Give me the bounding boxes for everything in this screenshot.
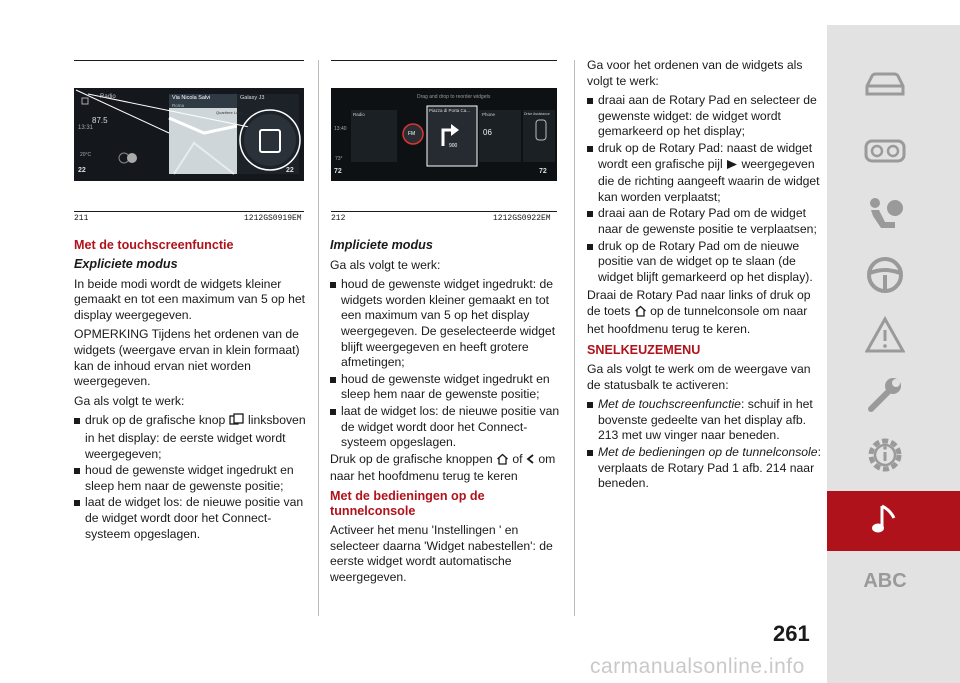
section-heading-touchscreen: Met de touchscreenfunctie	[74, 238, 234, 252]
screen-temp-right: 22	[286, 167, 294, 174]
paragraph: Ga als volgt te werk om de weergave van de statusbalk te activeren:	[587, 362, 811, 392]
column-divider	[318, 60, 319, 616]
figure-211-screen	[74, 88, 304, 181]
screen-nav-city: Roma	[172, 103, 185, 108]
home-icon	[496, 453, 509, 470]
music-note-icon	[870, 502, 900, 541]
bullet-square-icon	[74, 418, 80, 424]
screen-phone: Galaxy J3	[240, 95, 265, 101]
list-item	[587, 239, 821, 286]
tab-index[interactable]	[857, 561, 913, 601]
subheading-implicit: Impliciete modus	[330, 238, 433, 252]
section-heading-tunnelconsole: Met de bedieningen op de tunnelconsole	[330, 488, 485, 518]
paragraph: Ga als volgt te werk:	[330, 257, 441, 272]
screen-time: 13:40	[334, 126, 347, 132]
watermark: carmanualsonline.info	[590, 655, 805, 678]
tab-warnings[interactable]	[857, 317, 913, 357]
bullet-square-icon	[74, 500, 80, 506]
figure-211-code: 1212GS0919EM	[244, 214, 302, 223]
bullet-square-icon	[330, 409, 336, 415]
screen-day: 06	[483, 128, 492, 137]
reorder-widgets-icon	[229, 413, 245, 431]
tab-maintenance[interactable]	[857, 377, 913, 417]
car-icon	[863, 68, 907, 103]
list-item-text: : verplaats de Rotary Pad 1 afb. 214 naar beneden.	[598, 445, 821, 491]
list-item-text: houd de gewenste widget ingedrukt en sleep hem naar de gewenste positie;	[85, 463, 294, 493]
list-item-text: druk op de Rotary Pad om de nieuwe positie van de widget op te slaan (de widget blijft gemarkeerd op het display).	[598, 238, 813, 284]
dashboard-icon	[863, 136, 907, 171]
screen-time: 13:31	[78, 125, 94, 131]
tab-safety[interactable]	[857, 197, 913, 237]
section-heading-snelkeuzemenu: SNELKEUZEMENU	[587, 343, 701, 358]
list-item	[330, 277, 564, 371]
list-item	[587, 141, 821, 205]
bullet-square-icon	[587, 146, 593, 152]
list-item	[330, 404, 564, 451]
list-item-text: houd de gewenste widget ingedrukt: de widgets worden kleiner gemaakt en tot een maximum van 5 op het display weergegeven. De geselecteerde widget blijft weergegeven en heeft grotere afmetingen;	[341, 277, 556, 370]
figure-212-code: 1212GS0922EM	[493, 214, 551, 223]
list-item-text: druk op de Rotary Pad: naast de widget wordt een grafische pijl	[598, 140, 813, 171]
list-item-emphasis: Met de touchscreenfunctie	[598, 397, 741, 412]
paragraph-text: Druk op de grafische knoppen	[330, 451, 493, 466]
list-item	[74, 495, 306, 542]
tab-car[interactable]	[857, 65, 913, 105]
list-item	[587, 397, 821, 444]
paragraph	[587, 288, 821, 337]
paragraph-text: Draai de Rotary Pad naar links of druk op de toets	[587, 288, 811, 318]
bullet-square-icon	[587, 402, 593, 408]
paragraph: Ga als volgt te werk:	[74, 393, 185, 408]
screen-temp: 20°C	[80, 152, 92, 158]
steering-wheel-icon	[865, 255, 905, 300]
tab-driving[interactable]	[857, 257, 913, 297]
figure-top-rule	[74, 60, 304, 61]
list-item	[587, 206, 821, 237]
screen-nav-title: Via Nicola Salvi	[172, 95, 211, 101]
paragraph: Activeer het menu 'Instellingen ' en selecteer daarna 'Widget nabestellen': de eerste widget wordt automatische weergegeven.	[330, 522, 553, 584]
figure-bottom-rule	[331, 211, 557, 212]
bullet-square-icon	[330, 377, 336, 383]
screen-nav-title: Piazza di Porta Ca...	[429, 108, 471, 113]
paragraph-text: op de tunnelconsole om naar het hoofdmenu terug te keren.	[587, 303, 808, 336]
bullet-square-icon	[587, 98, 593, 104]
list-item-text: linksboven in het display: de eerste widget wordt weergegeven;	[85, 413, 306, 461]
bullet-square-icon	[587, 244, 593, 250]
wrench-icon	[865, 375, 905, 420]
list-item	[587, 93, 821, 140]
bullet-square-icon	[330, 282, 336, 288]
list-item-text: : schuif in het bovenste gedeelte van het display afb. 213 met uw vinger naar beneden.	[598, 397, 813, 443]
screen-station: 87.5	[92, 116, 108, 125]
tab-technical-data[interactable]	[857, 437, 913, 477]
warning-triangle-icon	[865, 316, 905, 359]
bullet-square-icon	[74, 468, 80, 474]
note-paragraph: OPMERKING Tijdens het ordenen van de widgets (weergave ervan in klein formaat) kan de inhoud ervan niet worden weergegeven.	[74, 327, 300, 389]
screen-distance: 900	[449, 143, 458, 149]
page-number: 261	[773, 621, 810, 646]
screen-radio-label: Radio	[100, 94, 116, 100]
list-item-text: draai aan de Rotary Pad om de widget naar de gewenste positie te verplaatsen;	[598, 206, 817, 236]
column-3	[587, 58, 821, 493]
abc-icon: ABC	[863, 569, 907, 592]
subheading-explicit: Expliciete modus	[74, 257, 178, 271]
arrow-right-icon	[726, 159, 738, 175]
list-item-text: laat de widget los: de nieuwe positie van de widget wordt door het Connect-systeem opgeslagen.	[85, 495, 304, 541]
list-item	[74, 463, 306, 494]
gear-info-icon	[865, 435, 905, 480]
airbag-icon	[865, 196, 905, 239]
list-item-text: laat de widget los: de nieuwe positie van de widget wordt door het Connect-systeem opgeslagen.	[341, 403, 560, 450]
list-item-text: druk op de grafische knop	[85, 413, 226, 428]
screen-temp-left: 22	[78, 167, 86, 174]
tab-dashboard[interactable]	[857, 133, 913, 173]
screen-fm: FM	[408, 131, 416, 137]
bullet-square-icon	[587, 450, 593, 456]
figure-211-number: 211	[74, 214, 89, 223]
screen-radio-label: Radio	[353, 112, 365, 117]
list-item-text: weergegeven die de richting aangeeft waarin de widget kan worden verplaatst;	[598, 156, 820, 204]
screen-header: Drag and drop to reorder widgets	[417, 94, 491, 100]
screen-temp-left: 72	[334, 168, 342, 175]
screen-temp-right: 72	[539, 168, 547, 175]
list-item-emphasis: Met de bedieningen op de tunnelconsole	[598, 445, 818, 460]
list-item-text: draai aan de Rotary Pad en selecteer de gewenste widget: de widget wordt gemarkeerd op het display;	[598, 93, 817, 139]
paragraph: In beide modi wordt de widgets kleiner gemaakt en tot een maximum van 5 op het display weergegeven.	[74, 276, 306, 322]
figure-212-number: 212	[331, 214, 346, 223]
figure-212-screen	[331, 88, 557, 181]
figure-top-rule	[331, 60, 557, 61]
screen-temp: 73°	[335, 156, 343, 162]
home-icon	[634, 305, 647, 322]
list-item	[330, 372, 564, 403]
list-item	[74, 413, 306, 462]
list-item	[587, 445, 821, 492]
paragraph-text: om naar het hoofdmenu terug te keren	[330, 451, 556, 484]
bullet-square-icon	[587, 211, 593, 217]
tab-multimedia[interactable]	[857, 501, 913, 541]
chapter-sidebar	[827, 25, 960, 683]
paragraph-text: of	[512, 451, 523, 466]
figure-bottom-rule	[74, 211, 304, 212]
paragraph: Ga voor het ordenen van de widgets als volgt te werk:	[587, 58, 803, 88]
column-divider	[574, 60, 575, 616]
paragraph	[330, 452, 564, 485]
screen-drive: Drive Assistance	[524, 112, 550, 116]
screen-phone: Phone	[482, 112, 496, 117]
column-2	[330, 238, 564, 589]
back-arrow-icon	[526, 453, 535, 470]
screen-map-label: Quartiere Lopp...	[216, 110, 247, 115]
list-item-text: houd de gewenste widget ingedrukt en sleep hem naar de gewenste positie;	[341, 371, 550, 402]
column-1	[74, 238, 306, 543]
